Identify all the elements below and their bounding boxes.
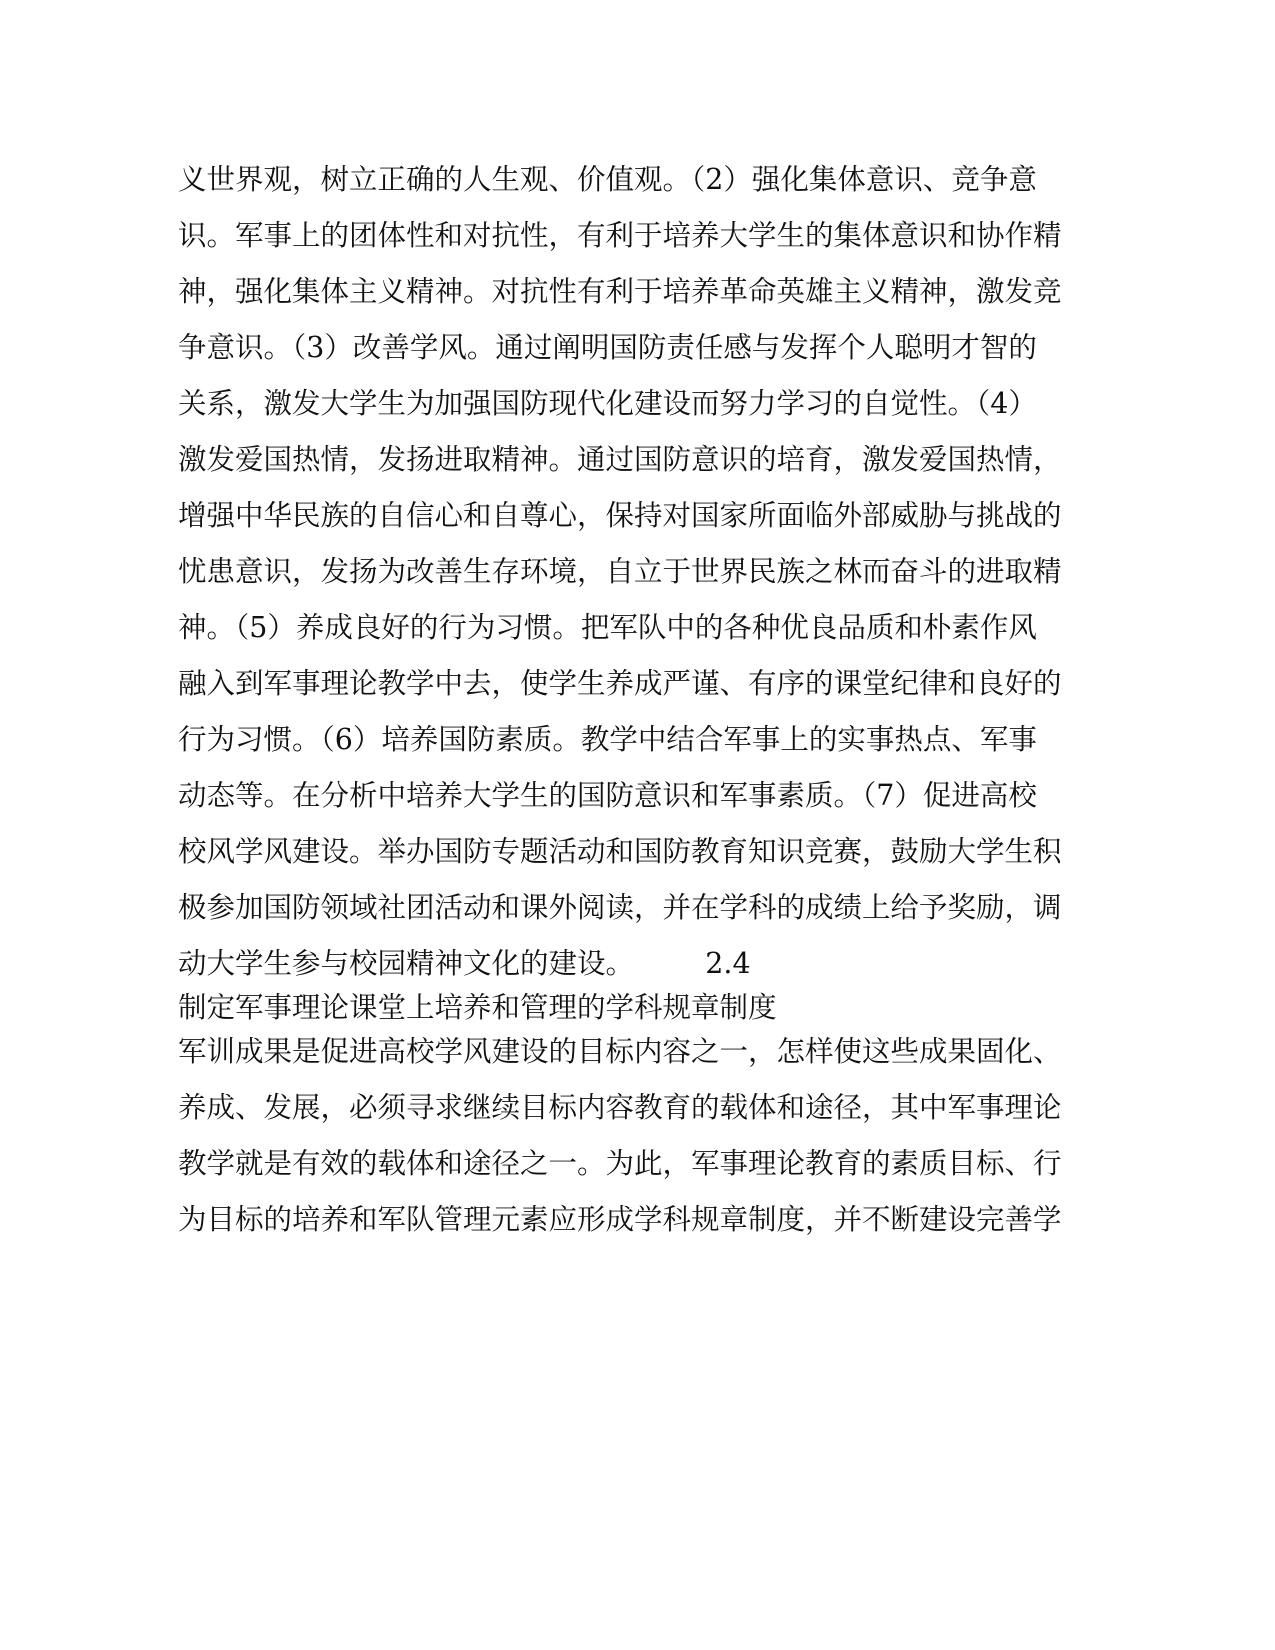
text-line: 神。（5）养成良好的行为习惯。把军队中的各种优良品质和朴素作风 [178, 611, 1037, 644]
section-heading: 制定军事理论课堂上培养和管理的学科规章制度 [178, 991, 777, 1024]
text-line: 动态等。在分析中培养大学生的国防意识和军事素质。（7）促进高校 [178, 779, 1037, 812]
text-line: 教学就是有效的载体和途径之一。为此，军事理论教育的素质目标、行 [178, 1147, 1062, 1180]
text-line: 养成、发展，必须寻求继续目标内容教育的载体和途径，其中军事理论 [178, 1091, 1062, 1124]
text-line: 忧患意识，发扬为改善生存环境，自立于世界民族之林而奋斗的进取精 [178, 555, 1062, 588]
text-line: 军训成果是促进高校学风建设的目标内容之一，怎样使这些成果固化、 [178, 1035, 1062, 1068]
text-line: 动大学生参与校园精神文化的建设。 2.4 [178, 947, 751, 980]
text-line: 极参加国防领域社团活动和课外阅读，并在学科的成绩上给予奖励，调 [178, 891, 1062, 924]
text-line: 行为习惯。（6）培养国防素质。教学中结合军事上的实事热点、军事 [178, 723, 1037, 756]
text-line: 激发爱国热情，发扬进取精神。通过国防意识的培育，激发爱国热情， [178, 443, 1062, 476]
text-line: 争意识。（3）改善学风。通过阐明国防责任感与发挥个人聪明才智的 [178, 331, 1037, 364]
text-line: 神，强化集体主义精神。对抗性有利于培养革命英雄主义精神，激发竞 [178, 275, 1062, 308]
text-line: 增强中华民族的自信心和自尊心，保持对国家所面临外部威胁与挑战的 [178, 499, 1062, 532]
text-line: 融入到军事理论教学中去，使学生养成严谨、有序的课堂纪律和良好的 [178, 667, 1062, 700]
text-line: 关系，激发大学生为加强国防现代化建设而努力学习的自觉性。（4） [178, 387, 1037, 420]
text-line: 校风学风建设。举办国防专题活动和国防教育知识竞赛，鼓励大学生积 [178, 835, 1062, 868]
text-line: 义世界观，树立正确的人生观、价值观。（2）强化集体意识、竞争意 [178, 163, 1037, 196]
text-line: 为目标的培养和军队管理元素应形成学科规章制度，并不断建设完善学 [178, 1203, 1062, 1236]
text-line: 识。军事上的团体性和对抗性，有利于培养大学生的集体意识和协作精 [178, 219, 1062, 252]
body-text [178, 156, 1062, 1252]
